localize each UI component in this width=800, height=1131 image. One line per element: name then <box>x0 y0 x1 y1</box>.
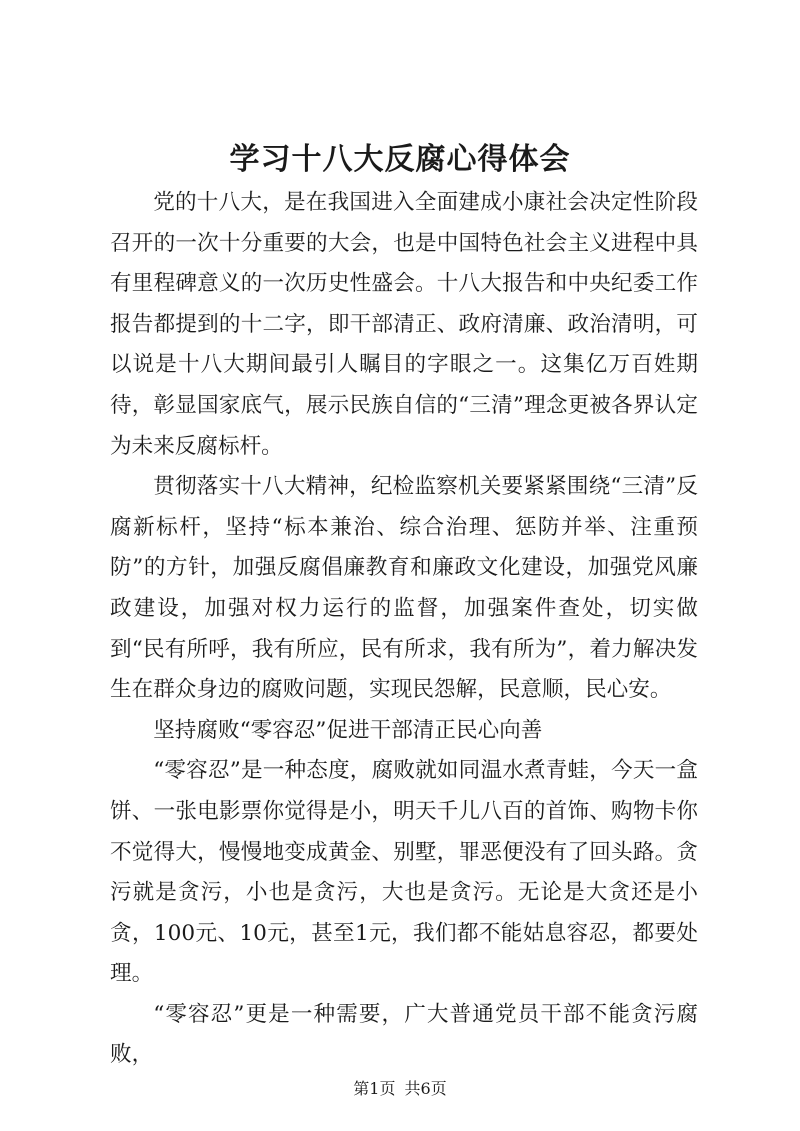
paragraph-intro: 党的十八大，是在我国进入全面建成小康社会决定性阶段召开的一次十分重要的大会，也是中国特色社会主义进程中具有里程碑意义的一次历史性盛会。十八大报告和中央纪委工作报告都提到的十二字，即干部清正、政府清廉、政治清明，可以说是十八大期间最引人瞩目的字眼之一。这集亿万百姓期待，彰显国家底气，展示民族自信的“三清”理念更被各界认定为未来反腐标杆。 <box>110 190 698 459</box>
paragraph-implementation: 贯彻落实十八大精神，纪检监察机关要紧紧围绕“三清”反腐新标杆，坚持“标本兼治、综合治理、惩防并举、注重预防”的方针，加强反腐倡廉教育和廉政文化建设，加强党风廉政建设，加强对权力运行的监督，加强案件查处，切实做到“民有所呼，我有所应，民有所求，我有所为”，着力解决发生在群众身边的腐败问题，实现民怨解，民意顺，民心安。 <box>110 474 698 703</box>
page-footer: 第1页 共6页 <box>353 1079 447 1098</box>
section-heading-zero-tolerance: 坚持腐败“零容忍”促进干部清正民心向善 <box>153 717 543 743</box>
document-title: 学习十八大反腐心得体会 <box>229 142 571 177</box>
paragraph-zero-tolerance-attitude: “零容忍”是一种态度，腐败就如同温水煮青蛙，今天一盒饼、一张电影票你觉得是小，明天千儿八百的首饰、购物卡你不觉得大，慢慢地变成黄金、别墅，罪恶便没有了回头路。贪污就是贪污，小也是贪污，大也是贪污。无论是大贪还是小贪，100元、10元，甚至1元，我们都不能姑息容忍，都要处理。 <box>110 758 698 987</box>
document-body <box>110 183 698 1076</box>
paragraph-zero-tolerance-need: “零容忍”更是一种需要，广大普通党员干部不能贪污腐败， <box>110 1001 698 1068</box>
